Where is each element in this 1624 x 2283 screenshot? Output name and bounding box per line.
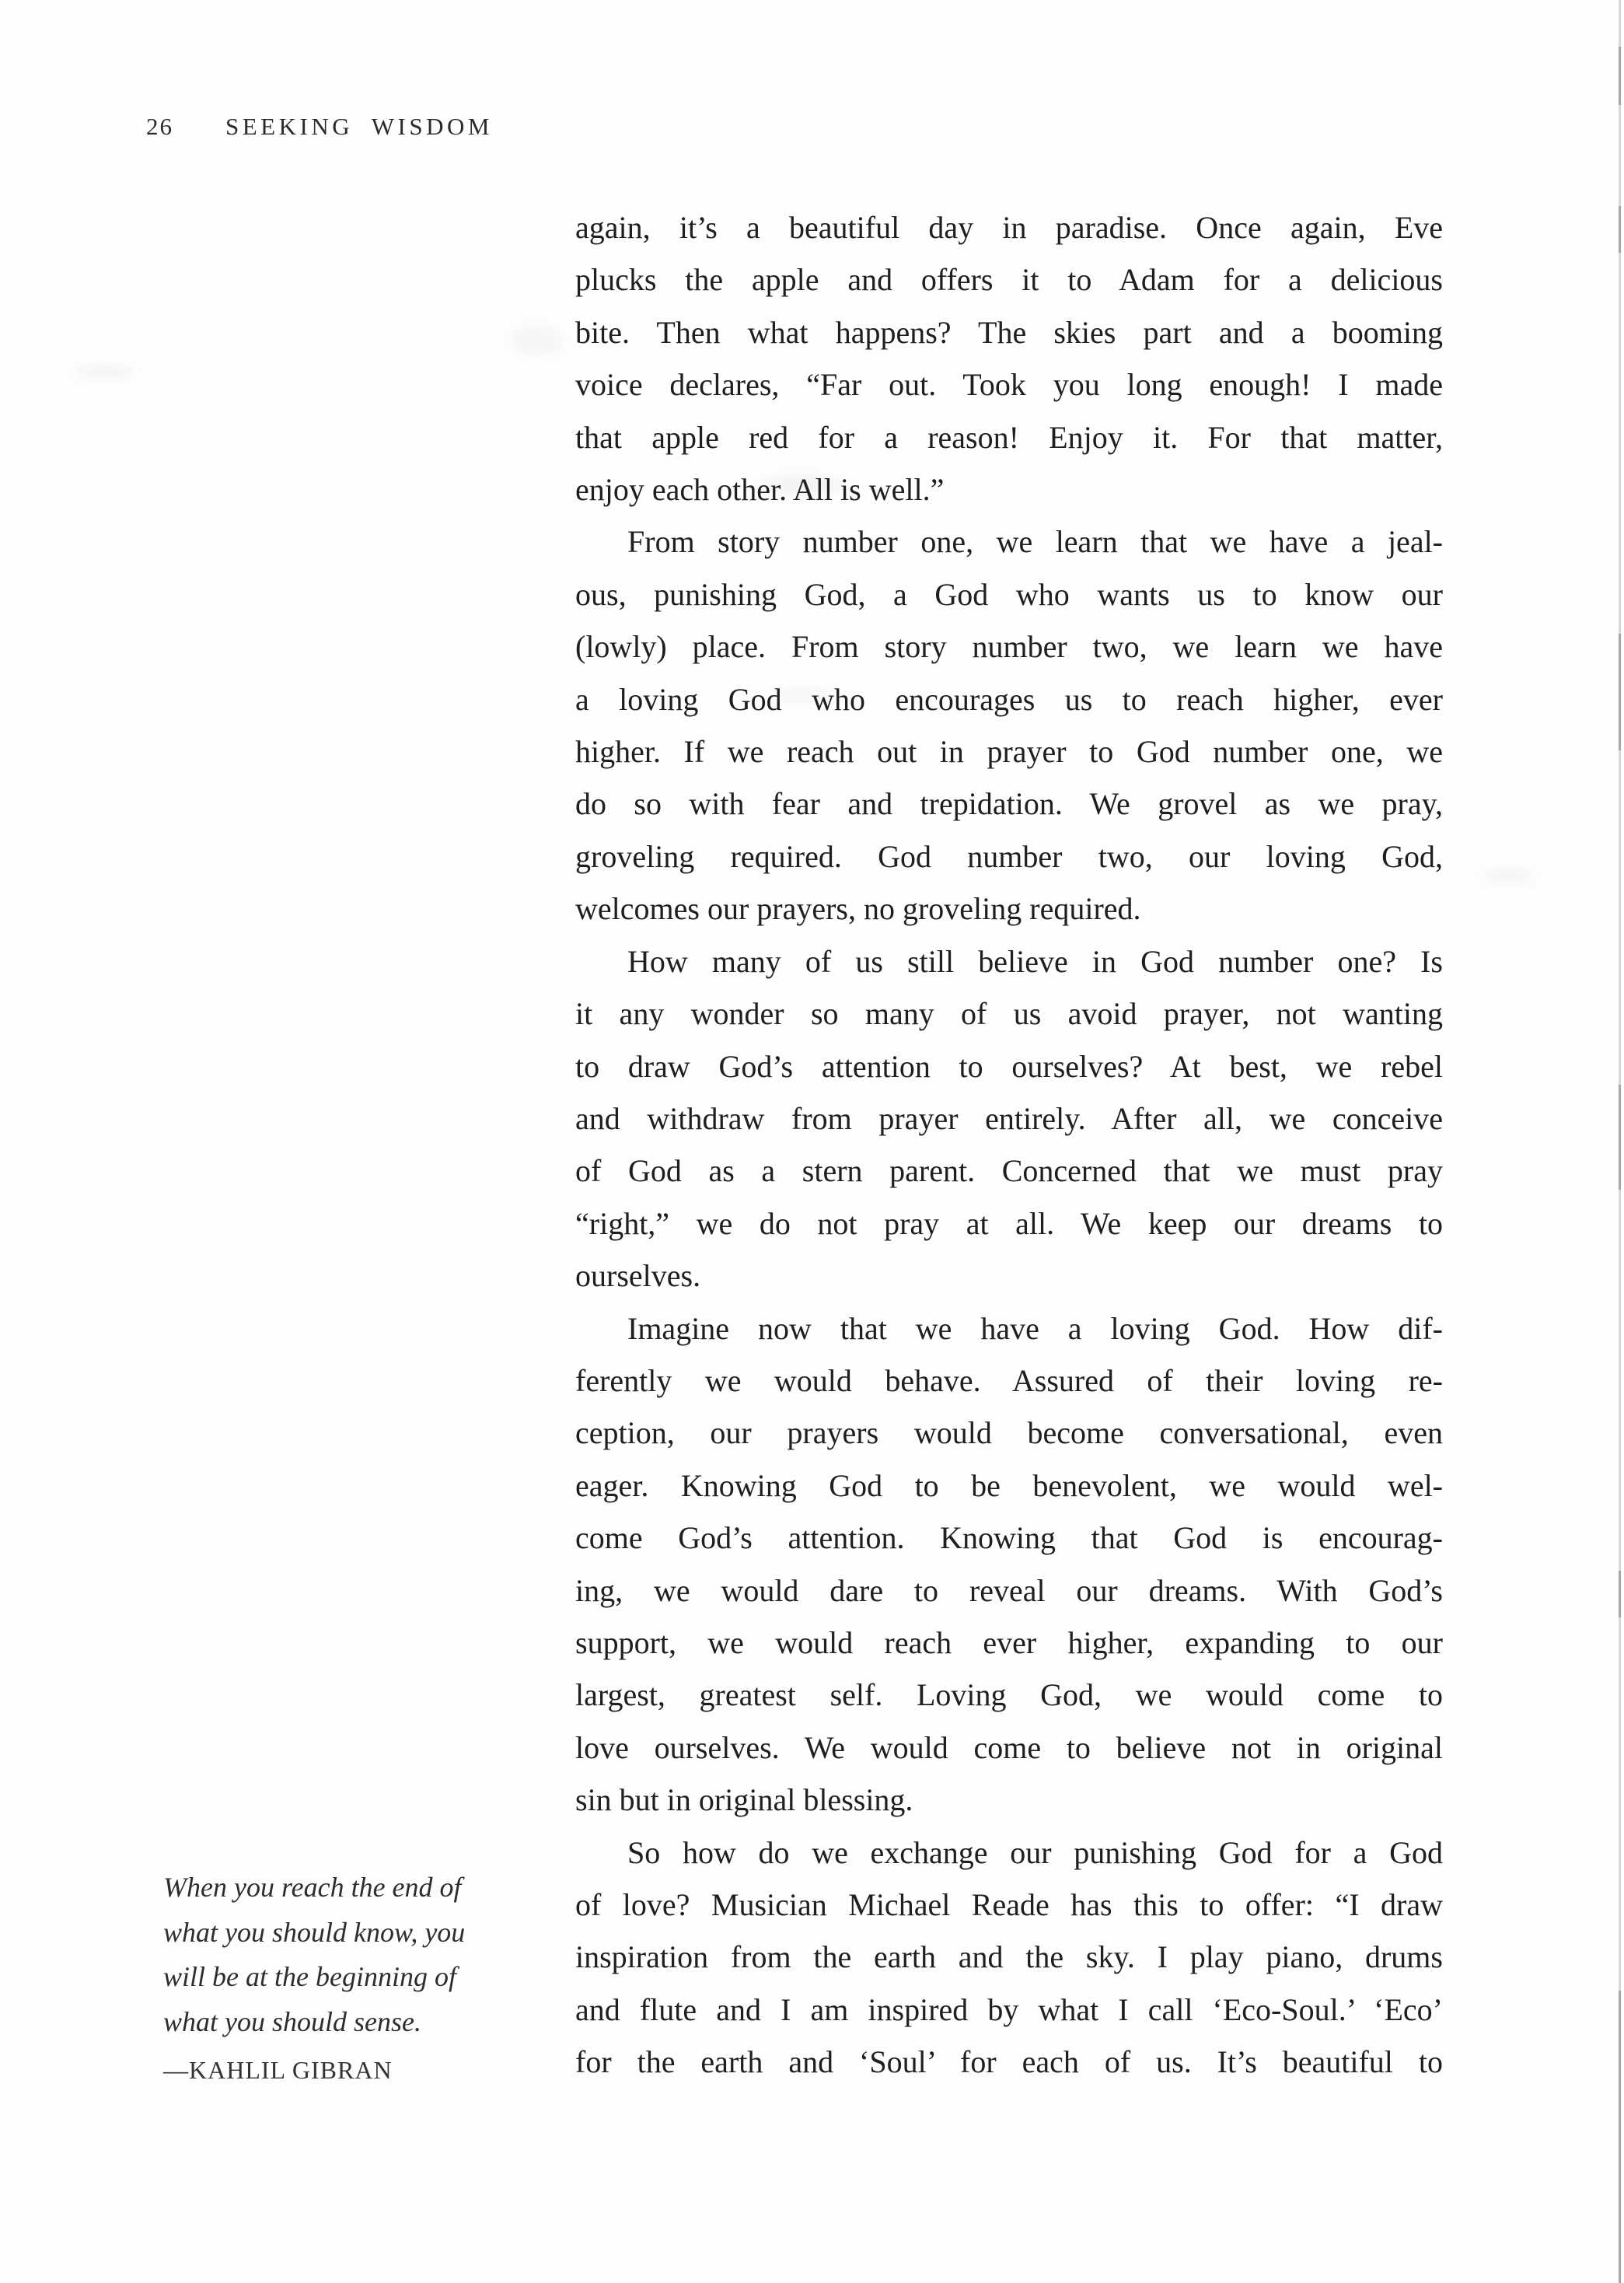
body-line: voice declares, “Far out. Took you long enough! I made	[575, 367, 1443, 403]
body-line: for the earth and ‘Soul’ for each of us. It’s beautiful to	[575, 2044, 1443, 2080]
body-line: groveling required. God number two, our loving God,	[575, 838, 1443, 874]
scan-edge-segment	[1619, 634, 1621, 750]
quote-line: what you should sense.	[163, 2005, 421, 2037]
body-line: do so with fear and trepidation. We grovel as we pray,	[575, 786, 1443, 822]
body-line: it any wonder so many of us avoid prayer, not wanting	[575, 996, 1443, 1032]
body-line: So how do we exchange our punishing God for a God	[627, 1834, 1443, 1870]
body-line: eager. Knowing God to be benevolent, we would wel-	[575, 1467, 1443, 1503]
quote-text	[163, 1865, 536, 2044]
scan-edge-segment	[1619, 206, 1621, 253]
body-line: How many of us still believe in God number one? Is	[627, 943, 1443, 979]
scan-edge-segment	[1619, 1991, 1621, 2283]
body-line: of God as a stern parent. Concerned that we must pray	[575, 1153, 1443, 1189]
body-line: From story number one, we learn that we have a jeal-	[627, 524, 1443, 560]
margin-quote	[163, 1865, 536, 2085]
running-title: SEEKING WISDOM	[225, 113, 493, 140]
scan-edge-segment	[1619, 47, 1621, 105]
quote-line: When you reach the end of	[163, 1872, 462, 1903]
quote-attribution: —KAHLIL GIBRAN	[163, 2056, 393, 2084]
body-line: “right,” we do not pray at all. We keep our dreams to	[575, 1205, 1443, 1241]
page-number: 26	[146, 113, 173, 140]
body-line: bite. Then what happens? The skies part and a booming	[575, 314, 1443, 350]
body-line: to draw God’s attention to ourselves? At best, we rebel	[575, 1048, 1443, 1084]
body-line: higher. If we reach out in prayer to God number one, we	[575, 734, 1443, 770]
body-line: ous, punishing God, a God who wants us to know our	[575, 576, 1443, 612]
quote-line: what you should know, you	[163, 1916, 466, 1948]
body-line: that apple red for a reason! Enjoy it. For that matter,	[575, 419, 1443, 455]
scan-edge-segment	[1619, 1571, 1621, 1617]
body-line: ourselves.	[575, 1258, 701, 1294]
scan-smudge	[74, 365, 136, 379]
body-line: enjoy each other. All is well.”	[575, 472, 945, 508]
running-head	[0, 113, 1624, 144]
body-line: support, we would reach ever higher, expanding to our	[575, 1624, 1443, 1660]
body-line: a loving God who encourages us to reach higher, ever	[575, 681, 1443, 717]
body-line: and flute and I am inspired by what I call ‘Eco-Soul.’ ‘Eco’	[575, 1991, 1443, 2027]
body-line: and withdraw from prayer entirely. After all, we conceive	[575, 1100, 1443, 1136]
body-line: ception, our prayers would become conversational, even	[575, 1415, 1443, 1451]
body-line: love ourselves. We would come to believe not in original	[575, 1729, 1443, 1765]
body-line: ing, we would dare to reveal our dreams. With God’s	[575, 1572, 1443, 1608]
body-line: welcomes our prayers, no groveling required.	[575, 891, 1141, 927]
scan-smudge	[509, 325, 564, 356]
body-line: again, it’s a beautiful day in paradise. Once again, Eve	[575, 210, 1443, 245]
body-line: sin but in original blessing.	[575, 1782, 913, 1818]
body-line: (lowly) place. From story number two, we learn we have	[575, 629, 1443, 665]
body-line: ferently we would behave. Assured of their loving re-	[575, 1362, 1443, 1398]
body-line: inspiration from the earth and the sky. I play piano, drums	[575, 1939, 1443, 1975]
scan-edge-segment	[1619, 1085, 1621, 1190]
body-text-column	[575, 201, 1443, 2089]
body-line: Imagine now that we have a loving God. How dif-	[627, 1310, 1443, 1346]
body-line: come God’s attention. Knowing that God is encourag-	[575, 1520, 1443, 1556]
body-line: plucks the apple and offers it to Adam for a delicious	[575, 262, 1443, 298]
quote-line: will be at the beginning of	[163, 1961, 456, 1992]
body-line: of love? Musician Michael Reade has this to offer: “I draw	[575, 1887, 1443, 1922]
body-line: largest, greatest self. Loving God, we would come to	[575, 1677, 1443, 1713]
scan-edge-artifact	[1619, 0, 1621, 2283]
scan-smudge	[1481, 869, 1535, 883]
